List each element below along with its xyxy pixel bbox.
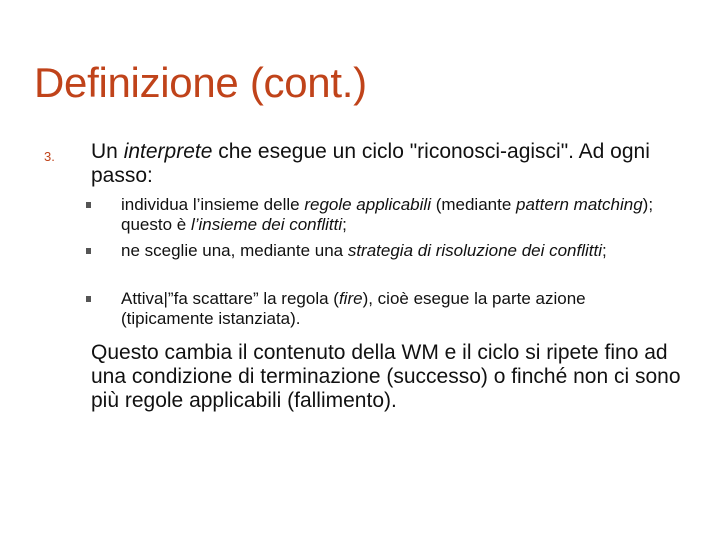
intro-paragraph xyxy=(91,140,691,188)
closing-paragraph: Questo cambia il contenuto della WM e il ciclo si ripete fino ad una condizione di terminazione (successo) o finché non ci sono più regole applicabili (fallimento). xyxy=(91,341,681,412)
bullet-2-text-a: ne sceglie una, mediante una xyxy=(121,241,348,260)
bullet-1-text-g: ; xyxy=(342,215,347,234)
intro-text-a: Un xyxy=(91,140,124,163)
bullet-1-text-f: l’insieme dei conflitti xyxy=(190,215,343,234)
bullet-marker-3 xyxy=(86,296,91,302)
bullet-1-text-a: individua l’insieme delle xyxy=(121,195,305,214)
bullet-item-2 xyxy=(121,241,681,261)
bullet-1-text-d: pattern matching xyxy=(516,195,643,214)
bullet-2-text-c: ; xyxy=(602,241,607,260)
bullet-marker-2 xyxy=(86,248,91,254)
slide-title: Definizione (cont.) xyxy=(34,59,367,106)
bullet-1-text-c: (mediante xyxy=(430,195,517,214)
bullet-item-3 xyxy=(121,289,681,329)
bullet-2-text-b: strategia di risoluzione dei conflitti xyxy=(347,241,603,260)
bullet-1-text-b: regole applicabili xyxy=(304,195,431,214)
bullet-3-text-b: fire xyxy=(338,289,363,308)
bullet-marker-1 xyxy=(86,202,91,208)
bullet-item-1 xyxy=(121,195,681,235)
bullet-3-text-c: ), cioè esegue la parte azione (tipicamente istanziata). xyxy=(121,289,586,328)
item-number: 3. xyxy=(44,149,55,164)
bullet-3-text-a: Attiva|”fa scattare” la regola ( xyxy=(121,289,339,308)
intro-text-b: interprete xyxy=(123,140,213,163)
intro-text-c: che esegue un ciclo "riconosci-agisci". Ad ogni passo: xyxy=(91,140,650,187)
bullet-1-text-e: ); questo è xyxy=(121,195,654,234)
